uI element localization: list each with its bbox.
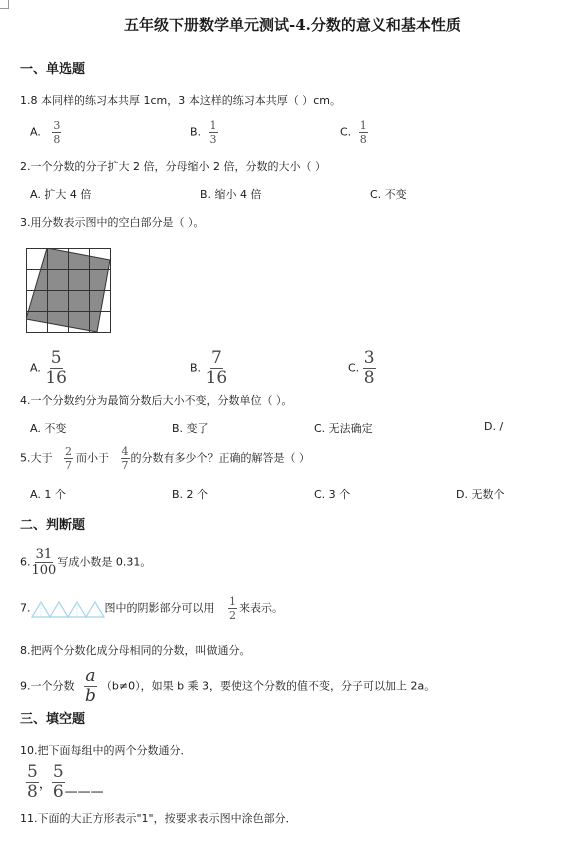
question-4-text: 4.一个分数约分为最简分数后大小不变，分数单位（ ）。 bbox=[20, 394, 293, 407]
q3-option-c-fraction bbox=[363, 350, 376, 387]
q1-option-a[interactable] bbox=[30, 120, 61, 145]
question-10-text: 10.把下面每组中的两个分数通分． bbox=[20, 744, 192, 757]
q1-b-denominator: 3 bbox=[209, 133, 217, 146]
question-8-text: 8.把两个分数化成分母相同的分数，叫做通分。 bbox=[20, 644, 251, 657]
q1-a-denominator: 8 bbox=[53, 133, 61, 146]
page-title: 五年级下册数学单元测试-4.分数的意义和基本性质 bbox=[124, 16, 461, 34]
q7-fraction bbox=[228, 596, 237, 621]
question-11-text: 11.下面的大正方形表示"1"，按要求表示图中涂色部分． bbox=[20, 812, 297, 825]
q10-separator: ， bbox=[38, 777, 52, 792]
question-3-text: 3.用分数表示图中的空白部分是（ ）。 bbox=[20, 216, 205, 229]
q9-numerator: a bbox=[85, 666, 96, 686]
q5-option-a[interactable]: A. 1 个 bbox=[30, 488, 66, 501]
question-9-text bbox=[20, 668, 435, 705]
q7-text-mid: 图中的阴影部分可以用 bbox=[104, 601, 215, 615]
q5-f1-numerator: 2 bbox=[65, 445, 72, 458]
question-1-text: 1.8 本同样的练习本共厚 1cm，3 本这样的练习本共厚（ ）cm。 bbox=[20, 94, 342, 107]
q1-a-numerator: 3 bbox=[53, 119, 61, 132]
q6-fraction bbox=[31, 548, 58, 577]
page-corner-mark bbox=[0, 0, 9, 9]
q5-text-pre: 5.大于 bbox=[20, 451, 53, 465]
q4-option-d[interactable]: D. / bbox=[484, 420, 504, 433]
q3-grid-figure bbox=[26, 248, 112, 334]
q5-text-post: 的分数有多少个？正确的解答是（ ） bbox=[130, 451, 310, 465]
q10-fraction-1 bbox=[26, 764, 39, 801]
q1-option-b[interactable] bbox=[190, 120, 218, 145]
question-7-text bbox=[20, 596, 283, 621]
q1-option-a-label: A. bbox=[30, 125, 41, 139]
section-heading-true-false: 二、判断题 bbox=[20, 518, 86, 533]
q1-option-c[interactable] bbox=[340, 120, 368, 145]
q2-option-b[interactable]: B. 缩小 4 倍 bbox=[200, 188, 262, 201]
q5-option-b[interactable]: B. 2 个 bbox=[172, 488, 209, 501]
q3-option-a-label: A. bbox=[30, 361, 41, 375]
q10-f1-denominator: 8 bbox=[27, 782, 38, 802]
q5-f1-denominator: 7 bbox=[65, 459, 72, 472]
q7-triangles-figure bbox=[31, 600, 105, 618]
q6-numerator: 31 bbox=[35, 547, 53, 562]
q6-denominator: 100 bbox=[31, 563, 57, 578]
q7-triangle bbox=[86, 602, 104, 617]
q1-option-c-fraction bbox=[359, 120, 368, 145]
question-5-text bbox=[20, 446, 310, 471]
q3-option-c-label: C. bbox=[348, 361, 360, 375]
q9-denominator: b bbox=[85, 686, 96, 706]
q3-a-denominator: 16 bbox=[45, 368, 67, 388]
q5-fraction-upper bbox=[121, 446, 130, 471]
q5-option-c[interactable]: C. 3 个 bbox=[314, 488, 351, 501]
q9-text-post: （b≠0），如果 b 乘 3，要使这个分数的值不变，分子可以加上 2a。 bbox=[100, 679, 436, 693]
question-2-text: 2.一个分数的分子扩大 2 倍，分母缩小 2 倍，分数的大小（ ） bbox=[20, 160, 326, 173]
q10-answer-blank[interactable]: ——— bbox=[64, 784, 104, 800]
q7-text-post: 来表示。 bbox=[239, 601, 283, 615]
q3-option-b-fraction bbox=[205, 350, 229, 387]
q10-fraction-pair bbox=[26, 764, 104, 801]
q3-c-numerator: 3 bbox=[363, 348, 375, 368]
q3-option-b[interactable] bbox=[190, 350, 228, 387]
q1-option-a-fraction bbox=[52, 120, 61, 145]
q7-triangle bbox=[50, 602, 68, 617]
question-6-text bbox=[20, 548, 151, 577]
q7-numerator: 1 bbox=[229, 595, 236, 608]
q3-option-c[interactable] bbox=[348, 350, 376, 387]
q3-c-denominator: 8 bbox=[363, 368, 375, 388]
q1-option-b-fraction bbox=[209, 120, 218, 145]
q10-fraction-2 bbox=[52, 764, 65, 801]
q10-f2-denominator: 6 bbox=[52, 782, 64, 802]
q6-text-pre: 6. bbox=[20, 555, 31, 569]
q3-option-b-label: B. bbox=[190, 361, 202, 375]
q9-fraction bbox=[84, 668, 97, 705]
q5-fraction-lower bbox=[64, 446, 73, 471]
q2-option-c[interactable]: C. 不变 bbox=[370, 188, 407, 201]
q6-text-post: 写成小数是 0.31。 bbox=[57, 555, 152, 569]
q1-option-b-label: B. bbox=[190, 125, 202, 139]
q3-option-a-fraction bbox=[44, 350, 68, 387]
q1-option-c-label: C. bbox=[340, 125, 352, 139]
q1-c-numerator: 1 bbox=[359, 119, 367, 132]
q4-option-a[interactable]: A. 不变 bbox=[30, 422, 67, 435]
q10-f2-numerator: 5 bbox=[52, 762, 64, 782]
q3-a-numerator: 5 bbox=[50, 348, 62, 368]
section-heading-fill-blank: 三、填空题 bbox=[20, 712, 86, 727]
q5-option-d[interactable]: D. 无数个 bbox=[456, 488, 505, 501]
q9-text-pre: 9.一个分数 bbox=[20, 679, 75, 693]
q3-option-a[interactable] bbox=[30, 350, 68, 387]
q5-f2-numerator: 4 bbox=[121, 445, 129, 458]
q4-option-c[interactable]: C. 无法确定 bbox=[314, 422, 373, 435]
q4-option-b[interactable]: B. 变了 bbox=[172, 422, 209, 435]
q2-option-a[interactable]: A. 扩大 4 倍 bbox=[30, 188, 92, 201]
q1-c-denominator: 8 bbox=[359, 133, 367, 146]
q5-f2-denominator: 7 bbox=[121, 459, 129, 472]
section-heading-single-choice: 一、单选题 bbox=[20, 62, 86, 77]
q5-text-mid: 而小于 bbox=[76, 451, 109, 465]
q3-b-numerator: 7 bbox=[210, 348, 222, 368]
q7-text-pre: 7. bbox=[20, 601, 31, 615]
q3-b-denominator: 16 bbox=[205, 368, 228, 388]
q7-denominator: 2 bbox=[229, 609, 236, 622]
q1-b-numerator: 1 bbox=[209, 119, 217, 132]
q10-f1-numerator: 5 bbox=[27, 762, 38, 782]
